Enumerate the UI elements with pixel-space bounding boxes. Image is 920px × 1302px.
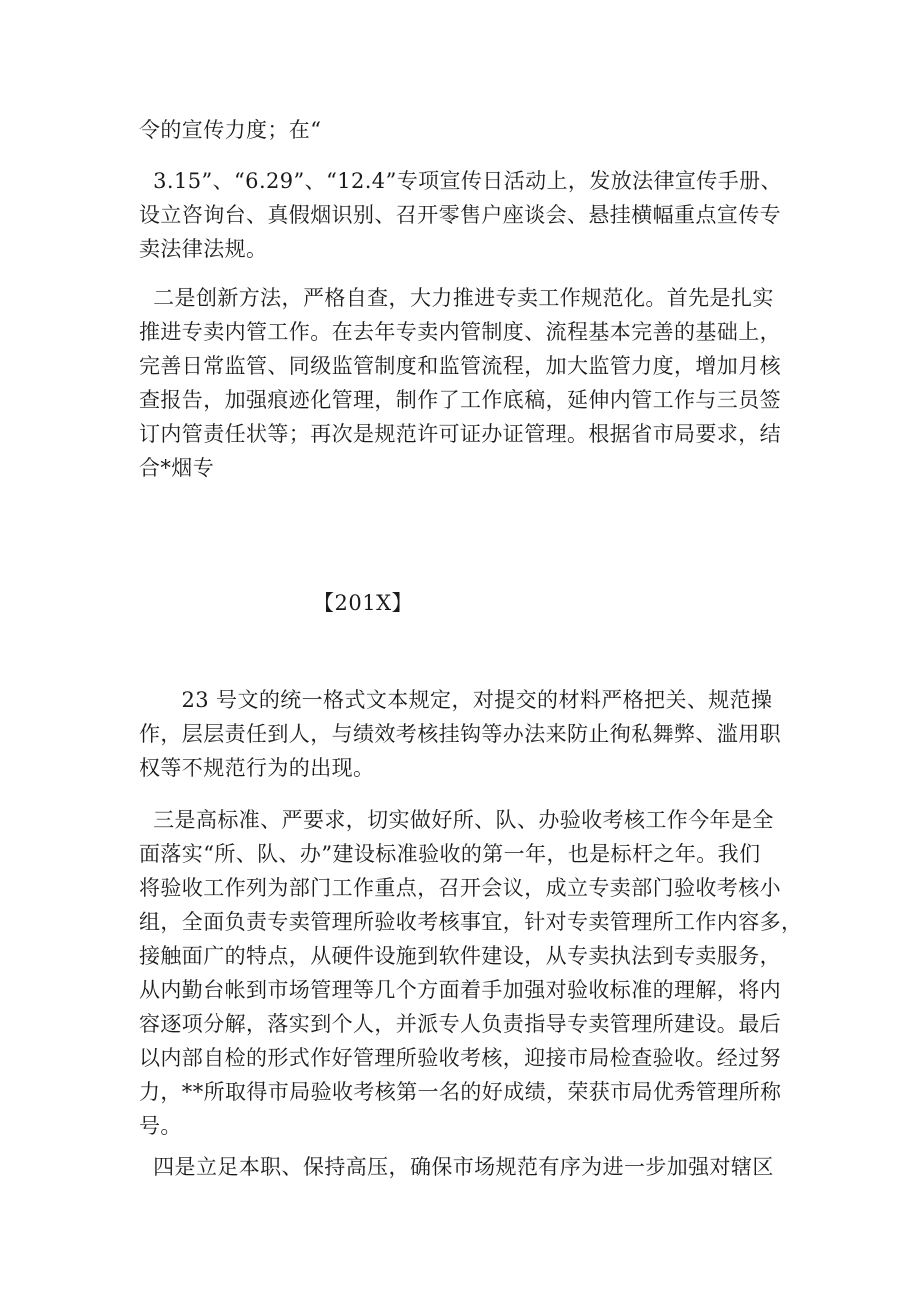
text-line: 合*烟专 <box>139 456 215 480</box>
text-line: 3.15”、“6.29”、“12.4”专项宣传日活动上，发放法律宣传手册、 <box>139 169 782 193</box>
paragraph-1 <box>139 113 799 147</box>
text-line: 推进专卖内管工作。在去年专卖内管制度、流程基本完善的基础上， <box>139 320 781 344</box>
text-line: 查报告，加强痕迹化管理，制作了工作底稿，延伸内管工作与三员签 <box>139 388 781 412</box>
text-line: 力，**所取得市局验收考核第一名的好成绩，荣获市局优秀管理所称 <box>139 1080 782 1104</box>
paragraph-3 <box>139 281 799 485</box>
text-line: 四是立足本职、保持高压，确保市场规范有序为进一步加强对辖区 <box>139 1155 774 1179</box>
text-line: 容逐项分解，落实到个人，并派专人负责指导专卖管理所建设。最后 <box>139 1012 781 1036</box>
paragraph-4 <box>139 683 799 785</box>
text-line: 作，层层责任到人，与绩效考核挂钩等办法来防止徇私舞弊、滥用职 <box>139 722 781 746</box>
text-line: 二是创新方法，严格自查，大力推进专卖工作规范化。首先是扎实 <box>139 286 774 310</box>
paragraph-2 <box>139 164 799 266</box>
text-line: 完善日常监管、同级监管制度和监管流程，加大监管力度，增加月核 <box>139 354 781 378</box>
text-line: 三是高标准、严要求，切实做好所、队、办验收考核工作今年是全 <box>139 808 774 832</box>
text-line: 卖法律法规。 <box>139 237 268 261</box>
text-line: 订内管责任状等；再次是规范许可证办证管理。根据省市局要求，结 <box>139 422 781 446</box>
text-line: 令的宣传力度；在“ <box>139 118 322 142</box>
paragraph-5 <box>139 803 803 1143</box>
text-line: 面落实“所、队、办”建设标准验收的第一年，也是标杆之年。我们 <box>139 842 761 866</box>
paragraph-6 <box>139 1150 799 1184</box>
text-line: 从内勤台帐到市场管理等几个方面着手加强对验收标准的理解，将内 <box>139 978 781 1002</box>
text-line: 号。 <box>139 1114 182 1138</box>
text-line: 23 号文的统一格式文本规定，对提交的材料严格把关、规范操 <box>139 688 773 712</box>
text-line: 以内部自检的形式作好管理所验收考核，迎接市局检查验收。经过努 <box>139 1046 781 1070</box>
section-heading: 【201X】 <box>313 591 414 615</box>
text-line: 将验收工作列为部门工作重点，召开会议，成立专卖部门验收考核小 <box>139 876 781 900</box>
text-line: 设立咨询台、真假烟识别、召开零售户座谈会、悬挂横幅重点宣传专 <box>139 203 781 227</box>
text-line: 权等不规范行为的出现。 <box>139 756 375 780</box>
text-line: 组，全面负责专卖管理所验收考核事宜，针对专卖管理所工作内容多， <box>139 910 803 934</box>
text-line: 接触面广的特点，从硬件设施到软件建设，从专卖执法到专卖服务， <box>139 944 781 968</box>
